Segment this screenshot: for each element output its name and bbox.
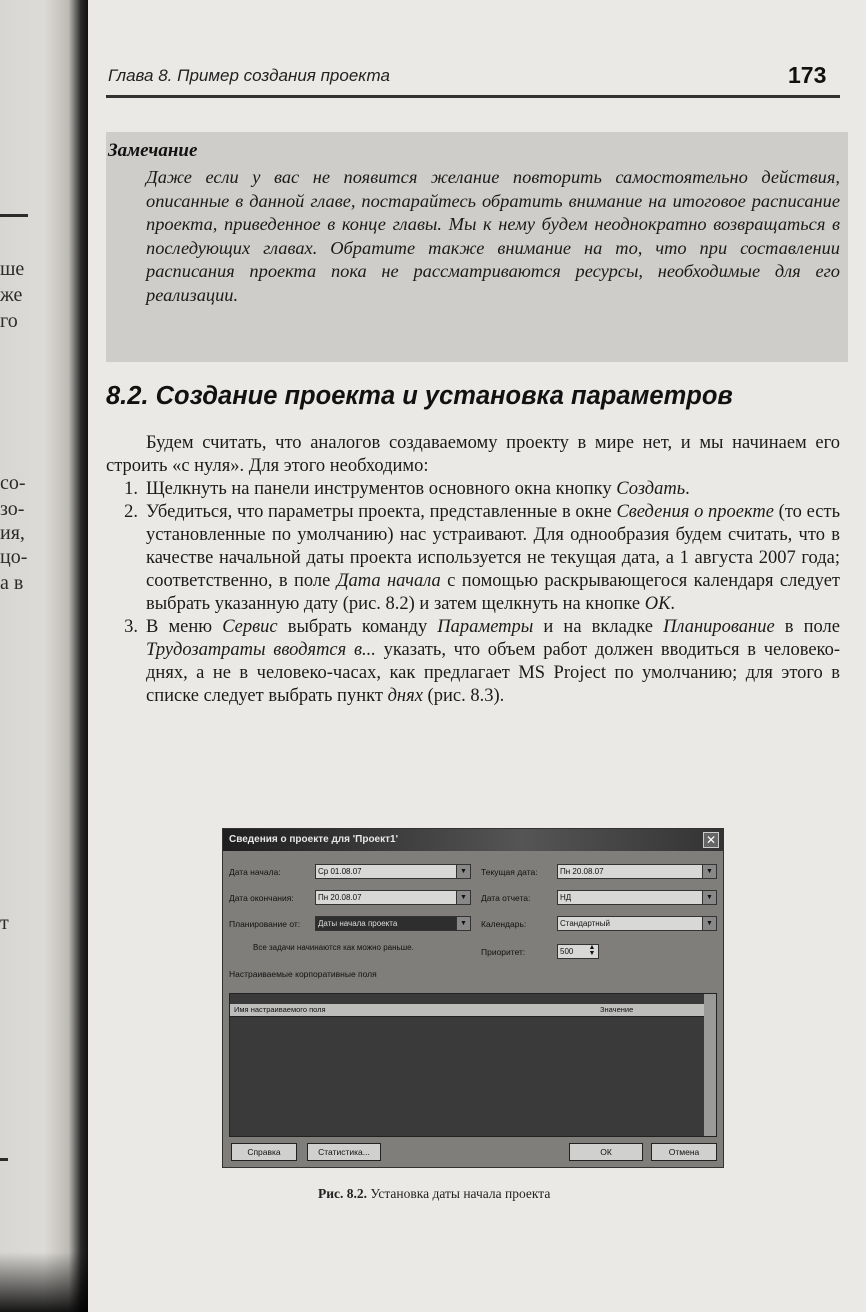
step-run: в поле [774,617,840,637]
step-text [146,616,840,708]
step-emphasis: Дата начала [336,571,441,591]
status-date-field[interactable] [557,890,717,905]
schedule-from-value: Даты начала проекта [318,919,398,928]
calendar-value: Стандартный [560,919,610,928]
left-page-fragment: зо- [0,498,25,520]
left-page-fragment: а в [0,572,24,594]
close-icon[interactable]: ✕ [703,832,719,848]
custom-fields-grid[interactable] [229,993,717,1137]
figure-caption-label: Рис. 8.2. [318,1186,368,1201]
step-run: указать, что объем работ должен вводиться в человеко-днях, а не в человеко-часах, как предлагает MS Project по умолчанию; для этого в списке следует выбрать пункт [146,640,840,706]
step-run: Убедиться, что параметры проекта, представленные в окне [146,502,617,522]
start-date-value: Ср 01.08.07 [318,867,362,876]
custom-fields-label: Настраиваемые корпоративные поля [229,969,377,979]
header-rule [106,95,840,98]
left-page-fragment: же [0,284,23,306]
current-date-label: Текущая дата: [481,867,538,877]
help-button[interactable]: Справка [231,1143,297,1161]
cancel-button[interactable]: Отмена [651,1143,717,1161]
ok-button[interactable]: ОК [569,1143,643,1161]
intro-paragraph: Будем считать, что аналогов создаваемому проекту в мире нет, и мы начинаем его строить «с нуля». Для этого необходимо: [106,433,840,476]
spin-arrows-icon[interactable]: ▲ ▼ [588,944,596,957]
grid-header [230,1004,716,1017]
figure-caption [318,1186,550,1202]
body-text [106,432,840,708]
step-number: 1. [124,479,138,499]
note-label: Замечание [108,140,198,161]
calendar-label: Календарь: [481,919,527,929]
finish-date-field[interactable] [315,890,471,905]
step-emphasis: Планирование [663,617,775,637]
step-emphasis: Создать [616,479,686,499]
dialog-title: Сведения о проекте для 'Проект1' [223,829,723,851]
step-emphasis: ОК [644,594,671,614]
calendar-select[interactable] [557,916,717,931]
statistics-button[interactable]: Статистика... [307,1143,381,1161]
step-run: . [685,479,690,499]
project-info-dialog [222,828,724,1168]
step-run: Щелкнуть на панели инструментов основного окна кнопку [146,479,617,499]
step-run: (то есть установленные по умолчанию) нас устраивают. Для однообразия будем считать, что в качестве начальной даты проекта используется не текущая дата, а 1 августа 2007 года; соответственно, в поле [146,502,841,591]
priority-label: Приоритет: [481,947,526,957]
schedule-hint: Все задачи начинаются как можно раньше. [253,943,414,952]
step-emphasis: днях [387,686,423,706]
chevron-down-icon[interactable]: ▼ [456,917,470,930]
step-number: 2. [124,502,138,522]
step-text [146,501,840,616]
step-emphasis: Сервис [222,617,278,637]
start-date-label: Дата начала: [229,867,281,877]
step-text [146,478,840,501]
schedule-from-label: Планирование от: [229,919,301,929]
step-run: В меню [146,617,223,637]
current-date-field[interactable] [557,864,717,879]
start-date-field[interactable] [315,864,471,879]
step-item [106,501,840,616]
step-emphasis: Трудозатраты вводятся в... [146,640,376,660]
left-page-dash [0,1158,8,1161]
step-emphasis: Параметры [437,617,534,637]
left-page-fragment: цо- [0,546,28,568]
steps-list [106,478,840,708]
step-run: и на вкладке [533,617,664,637]
left-page-dash [0,214,28,217]
left-page-fragment: ия, [0,522,25,544]
left-page-fragment: т [0,912,9,934]
left-page-fragment: го [0,310,18,332]
chevron-down-icon[interactable]: ▼ [702,865,716,878]
grid-col-value: Значение [600,1005,634,1014]
step-emphasis: Сведения о проекте [616,502,774,522]
book-spine [0,0,88,1312]
status-date-label: Дата отчета: [481,893,531,903]
schedule-from-select[interactable] [315,916,471,931]
left-page-fragment: со- [0,472,26,494]
step-run: . [670,594,676,614]
status-date-value: НД [560,893,572,902]
finish-date-label: Дата окончания: [229,893,294,903]
grid-col-name: Имя настраиваемого поля [234,1005,326,1014]
step-run: выбрать команду [277,617,438,637]
current-date-value: Пн 20.08.07 [560,867,604,876]
priority-value: 500 [560,947,574,956]
chevron-down-icon[interactable]: ▼ [702,891,716,904]
grid-scrollbar[interactable] [704,994,716,1136]
chevron-down-icon[interactable]: ▼ [702,917,716,930]
step-run: (рис. 8.3). [422,686,505,706]
step-run: с помощью раскрывающегося календаря следует выбрать указанную дату (рис. 8.2) и затем щелкнуть на кнопке [146,571,840,614]
running-header: Глава 8. Пример создания проекта [108,66,390,85]
chevron-down-icon[interactable]: ▼ [456,891,470,904]
page-number: 173 [788,62,827,88]
note-text: Даже если у вас не появится желание повторить самостоятельно действия, описанные в данной главе, постарайтесь обратить внимание на итоговое расписание проекта, приведенное в конце главы. Мы к нему будем неоднократно возвращаться в последующих главах. Обратите также внимание на то, что при составлении расписания проекта пока не рассматриваются ресурсы, необходимые для его реализации. [146,167,840,305]
figure-caption-text: Установка даты начала проекта [370,1186,551,1201]
priority-stepper[interactable] [557,944,599,959]
finish-date-value: Пн 20.08.07 [318,893,362,902]
chevron-down-icon[interactable]: ▼ [456,865,470,878]
step-item [106,478,840,501]
step-item [106,616,840,708]
section-title: 8.2. Создание проекта и установка параметров [106,382,733,410]
left-page-fragment: ше [0,258,25,280]
step-number: 3. [124,617,138,637]
